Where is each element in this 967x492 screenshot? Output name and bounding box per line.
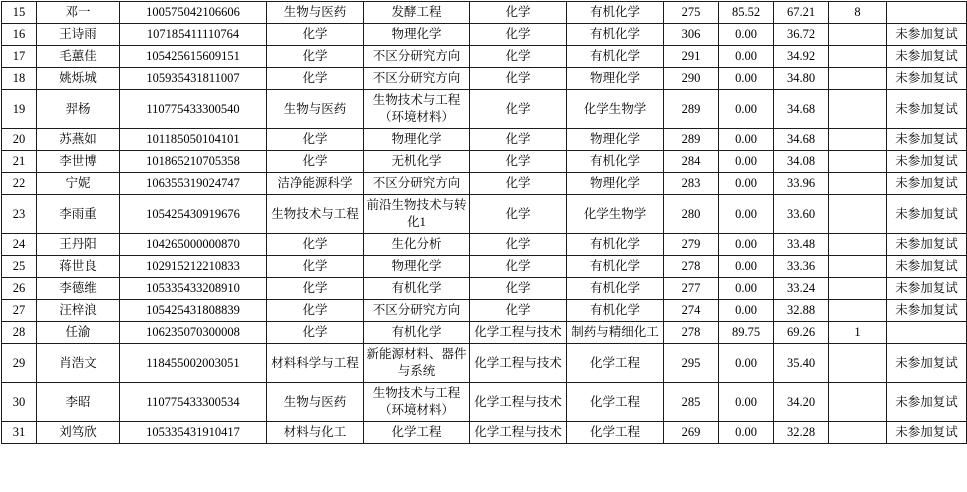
cell-status: 未参加复试 <box>887 344 967 383</box>
cell-initial-score: 285 <box>664 383 719 422</box>
cell-candidate-name: 李昭 <box>37 383 120 422</box>
cell-total-score: 33.48 <box>774 234 829 256</box>
cell-major: 化学 <box>267 322 364 344</box>
cell-status: 未参加复试 <box>887 151 967 173</box>
table-row <box>2 234 967 256</box>
cell-rank <box>829 383 887 422</box>
cell-discipline: 化学 <box>470 24 567 46</box>
cell-retest-score: 0.00 <box>719 300 774 322</box>
cell-discipline: 化学工程与技术 <box>470 383 567 422</box>
cell-major: 洁净能源科学 <box>267 173 364 195</box>
cell-discipline: 化学 <box>470 195 567 234</box>
cell-status: 未参加复试 <box>887 129 967 151</box>
table-row <box>2 151 967 173</box>
cell-research-direction: 发酵工程 <box>364 2 470 24</box>
table-row <box>2 68 967 90</box>
cell-subject: 化学工程 <box>567 422 664 444</box>
cell-row-number: 24 <box>2 234 37 256</box>
cell-row-number: 23 <box>2 195 37 234</box>
cell-discipline: 化学 <box>470 68 567 90</box>
cell-candidate-id: 105935431811007 <box>120 68 267 90</box>
cell-row-number: 21 <box>2 151 37 173</box>
cell-retest-score: 89.75 <box>719 322 774 344</box>
cell-status: 未参加复试 <box>887 300 967 322</box>
cell-major: 化学 <box>267 256 364 278</box>
cell-rank <box>829 234 887 256</box>
cell-rank <box>829 46 887 68</box>
cell-row-number: 31 <box>2 422 37 444</box>
cell-research-direction: 不区分研究方向 <box>364 68 470 90</box>
table-row <box>2 46 967 68</box>
cell-subject: 有机化学 <box>567 46 664 68</box>
cell-research-direction: 有机化学 <box>364 278 470 300</box>
cell-initial-score: 280 <box>664 195 719 234</box>
cell-subject: 化学工程 <box>567 383 664 422</box>
cell-rank <box>829 195 887 234</box>
cell-candidate-id: 118455002003051 <box>120 344 267 383</box>
cell-research-direction: 物理化学 <box>364 129 470 151</box>
cell-initial-score: 289 <box>664 129 719 151</box>
cell-subject: 有机化学 <box>567 300 664 322</box>
cell-initial-score: 283 <box>664 173 719 195</box>
cell-retest-score: 0.00 <box>719 68 774 90</box>
cell-status <box>887 322 967 344</box>
cell-discipline: 化学 <box>470 256 567 278</box>
cell-status: 未参加复试 <box>887 234 967 256</box>
cell-discipline: 化学 <box>470 234 567 256</box>
cell-retest-score: 0.00 <box>719 234 774 256</box>
cell-research-direction: 不区分研究方向 <box>364 46 470 68</box>
cell-rank <box>829 151 887 173</box>
cell-subject: 化学生物学 <box>567 195 664 234</box>
cell-candidate-id: 101185050104101 <box>120 129 267 151</box>
cell-row-number: 22 <box>2 173 37 195</box>
cell-status: 未参加复试 <box>887 422 967 444</box>
cell-total-score: 33.96 <box>774 173 829 195</box>
cell-row-number: 20 <box>2 129 37 151</box>
cell-retest-score: 0.00 <box>719 173 774 195</box>
cell-research-direction: 不区分研究方向 <box>364 300 470 322</box>
cell-row-number: 30 <box>2 383 37 422</box>
cell-retest-score: 0.00 <box>719 24 774 46</box>
cell-rank <box>829 68 887 90</box>
table-row <box>2 173 967 195</box>
cell-major: 化学 <box>267 300 364 322</box>
table-row <box>2 322 967 344</box>
cell-major: 化学 <box>267 151 364 173</box>
cell-candidate-id: 104265000000870 <box>120 234 267 256</box>
cell-candidate-id: 101865210705358 <box>120 151 267 173</box>
cell-total-score: 32.88 <box>774 300 829 322</box>
cell-candidate-name: 刘笃欣 <box>37 422 120 444</box>
cell-rank <box>829 344 887 383</box>
cell-major: 化学 <box>267 46 364 68</box>
cell-total-score: 34.92 <box>774 46 829 68</box>
cell-rank <box>829 422 887 444</box>
cell-rank <box>829 24 887 46</box>
cell-row-number: 28 <box>2 322 37 344</box>
cell-initial-score: 290 <box>664 68 719 90</box>
cell-initial-score: 279 <box>664 234 719 256</box>
table-row <box>2 300 967 322</box>
cell-total-score: 34.80 <box>774 68 829 90</box>
cell-candidate-name: 肖浩文 <box>37 344 120 383</box>
cell-row-number: 27 <box>2 300 37 322</box>
cell-subject: 有机化学 <box>567 2 664 24</box>
cell-research-direction: 无机化学 <box>364 151 470 173</box>
cell-discipline: 化学工程与技术 <box>470 322 567 344</box>
cell-subject: 有机化学 <box>567 151 664 173</box>
cell-status: 未参加复试 <box>887 68 967 90</box>
cell-retest-score: 0.00 <box>719 90 774 129</box>
cell-discipline: 化学 <box>470 300 567 322</box>
table-row <box>2 383 967 422</box>
cell-major: 化学 <box>267 278 364 300</box>
cell-candidate-name: 王丹阳 <box>37 234 120 256</box>
cell-total-score: 32.28 <box>774 422 829 444</box>
cell-discipline: 化学 <box>470 46 567 68</box>
cell-initial-score: 275 <box>664 2 719 24</box>
cell-candidate-id: 105425431808839 <box>120 300 267 322</box>
cell-rank <box>829 173 887 195</box>
cell-subject: 有机化学 <box>567 278 664 300</box>
cell-discipline: 化学 <box>470 151 567 173</box>
cell-candidate-id: 105425430919676 <box>120 195 267 234</box>
table-row <box>2 422 967 444</box>
cell-major: 材料与化工 <box>267 422 364 444</box>
cell-candidate-name: 苏燕如 <box>37 129 120 151</box>
cell-total-score: 69.26 <box>774 322 829 344</box>
cell-research-direction: 物理化学 <box>364 24 470 46</box>
cell-candidate-name: 宁妮 <box>37 173 120 195</box>
cell-status: 未参加复试 <box>887 195 967 234</box>
cell-research-direction: 有机化学 <box>364 322 470 344</box>
cell-subject: 制药与精细化工 <box>567 322 664 344</box>
cell-major: 生物与医药 <box>267 2 364 24</box>
cell-retest-score: 0.00 <box>719 46 774 68</box>
cell-initial-score: 278 <box>664 256 719 278</box>
admission-results-table <box>1 1 967 444</box>
cell-status: 未参加复试 <box>887 24 967 46</box>
cell-rank <box>829 278 887 300</box>
cell-retest-score: 0.00 <box>719 344 774 383</box>
cell-subject: 物理化学 <box>567 129 664 151</box>
cell-subject: 有机化学 <box>567 234 664 256</box>
cell-candidate-name: 李德维 <box>37 278 120 300</box>
cell-candidate-id: 105335433208910 <box>120 278 267 300</box>
cell-candidate-id: 105425615609151 <box>120 46 267 68</box>
cell-major: 材料科学与工程 <box>267 344 364 383</box>
cell-candidate-id: 107185411110764 <box>120 24 267 46</box>
cell-status: 未参加复试 <box>887 278 967 300</box>
cell-status: 未参加复试 <box>887 383 967 422</box>
cell-candidate-name: 姚烁城 <box>37 68 120 90</box>
table-row <box>2 24 967 46</box>
cell-total-score: 33.60 <box>774 195 829 234</box>
cell-candidate-name: 任渝 <box>37 322 120 344</box>
cell-research-direction: 物理化学 <box>364 256 470 278</box>
cell-initial-score: 284 <box>664 151 719 173</box>
cell-row-number: 25 <box>2 256 37 278</box>
cell-rank <box>829 300 887 322</box>
cell-major: 化学 <box>267 24 364 46</box>
cell-initial-score: 289 <box>664 90 719 129</box>
cell-major: 生物技术与工程 <box>267 195 364 234</box>
cell-candidate-name: 蒋世良 <box>37 256 120 278</box>
cell-candidate-id: 110775433300534 <box>120 383 267 422</box>
table-row <box>2 278 967 300</box>
cell-subject: 有机化学 <box>567 24 664 46</box>
cell-discipline: 化学工程与技术 <box>470 422 567 444</box>
cell-candidate-id: 106355319024747 <box>120 173 267 195</box>
cell-subject: 物理化学 <box>567 173 664 195</box>
cell-discipline: 化学 <box>470 129 567 151</box>
cell-candidate-id: 100575042106606 <box>120 2 267 24</box>
cell-research-direction: 新能源材料、器件与系统 <box>364 344 470 383</box>
cell-initial-score: 278 <box>664 322 719 344</box>
cell-discipline: 化学工程与技术 <box>470 344 567 383</box>
cell-research-direction: 化学工程 <box>364 422 470 444</box>
cell-discipline: 化学 <box>470 278 567 300</box>
table-row <box>2 90 967 129</box>
cell-research-direction: 不区分研究方向 <box>364 173 470 195</box>
cell-rank <box>829 90 887 129</box>
cell-candidate-id: 105335431910417 <box>120 422 267 444</box>
cell-initial-score: 291 <box>664 46 719 68</box>
table-row <box>2 256 967 278</box>
cell-row-number: 29 <box>2 344 37 383</box>
cell-major: 生物与医药 <box>267 90 364 129</box>
cell-major: 化学 <box>267 129 364 151</box>
cell-major: 化学 <box>267 234 364 256</box>
cell-discipline: 化学 <box>470 173 567 195</box>
cell-total-score: 33.36 <box>774 256 829 278</box>
table-row <box>2 195 967 234</box>
cell-retest-score: 85.52 <box>719 2 774 24</box>
cell-major: 化学 <box>267 68 364 90</box>
cell-initial-score: 269 <box>664 422 719 444</box>
cell-research-direction: 生物技术与工程（环境材料） <box>364 90 470 129</box>
cell-retest-score: 0.00 <box>719 195 774 234</box>
cell-subject: 化学生物学 <box>567 90 664 129</box>
cell-total-score: 36.72 <box>774 24 829 46</box>
cell-total-score: 34.20 <box>774 383 829 422</box>
cell-candidate-id: 106235070300008 <box>120 322 267 344</box>
cell-research-direction: 生物技术与工程（环境材料） <box>364 383 470 422</box>
cell-initial-score: 295 <box>664 344 719 383</box>
cell-retest-score: 0.00 <box>719 151 774 173</box>
cell-retest-score: 0.00 <box>719 383 774 422</box>
cell-rank: 8 <box>829 2 887 24</box>
cell-rank: 1 <box>829 322 887 344</box>
cell-candidate-name: 汪梓浪 <box>37 300 120 322</box>
cell-total-score: 34.08 <box>774 151 829 173</box>
cell-candidate-name: 邓一 <box>37 2 120 24</box>
cell-major: 生物与医药 <box>267 383 364 422</box>
cell-total-score: 67.21 <box>774 2 829 24</box>
cell-subject: 有机化学 <box>567 256 664 278</box>
cell-candidate-name: 羿杨 <box>37 90 120 129</box>
cell-candidate-name: 毛蕙佳 <box>37 46 120 68</box>
cell-total-score: 34.68 <box>774 90 829 129</box>
cell-candidate-id: 102915212210833 <box>120 256 267 278</box>
cell-subject: 化学工程 <box>567 344 664 383</box>
cell-status <box>887 2 967 24</box>
cell-research-direction: 前沿生物技术与转化1 <box>364 195 470 234</box>
cell-initial-score: 306 <box>664 24 719 46</box>
table-row <box>2 344 967 383</box>
cell-retest-score: 0.00 <box>719 422 774 444</box>
table-row <box>2 2 967 24</box>
cell-row-number: 19 <box>2 90 37 129</box>
cell-row-number: 16 <box>2 24 37 46</box>
cell-research-direction: 生化分析 <box>364 234 470 256</box>
cell-candidate-name: 李世博 <box>37 151 120 173</box>
cell-candidate-id: 110775433300540 <box>120 90 267 129</box>
cell-initial-score: 277 <box>664 278 719 300</box>
cell-total-score: 35.40 <box>774 344 829 383</box>
cell-rank <box>829 256 887 278</box>
cell-status: 未参加复试 <box>887 173 967 195</box>
cell-status: 未参加复试 <box>887 256 967 278</box>
cell-retest-score: 0.00 <box>719 256 774 278</box>
table-body <box>2 2 967 444</box>
cell-rank <box>829 129 887 151</box>
cell-discipline: 化学 <box>470 2 567 24</box>
cell-row-number: 18 <box>2 68 37 90</box>
cell-candidate-name: 李雨重 <box>37 195 120 234</box>
cell-retest-score: 0.00 <box>719 278 774 300</box>
cell-row-number: 17 <box>2 46 37 68</box>
cell-candidate-name: 王诗雨 <box>37 24 120 46</box>
cell-row-number: 15 <box>2 2 37 24</box>
cell-row-number: 26 <box>2 278 37 300</box>
cell-discipline: 化学 <box>470 90 567 129</box>
cell-initial-score: 274 <box>664 300 719 322</box>
cell-total-score: 33.24 <box>774 278 829 300</box>
cell-status: 未参加复试 <box>887 46 967 68</box>
cell-retest-score: 0.00 <box>719 129 774 151</box>
cell-status: 未参加复试 <box>887 90 967 129</box>
cell-subject: 物理化学 <box>567 68 664 90</box>
cell-total-score: 34.68 <box>774 129 829 151</box>
table-row <box>2 129 967 151</box>
